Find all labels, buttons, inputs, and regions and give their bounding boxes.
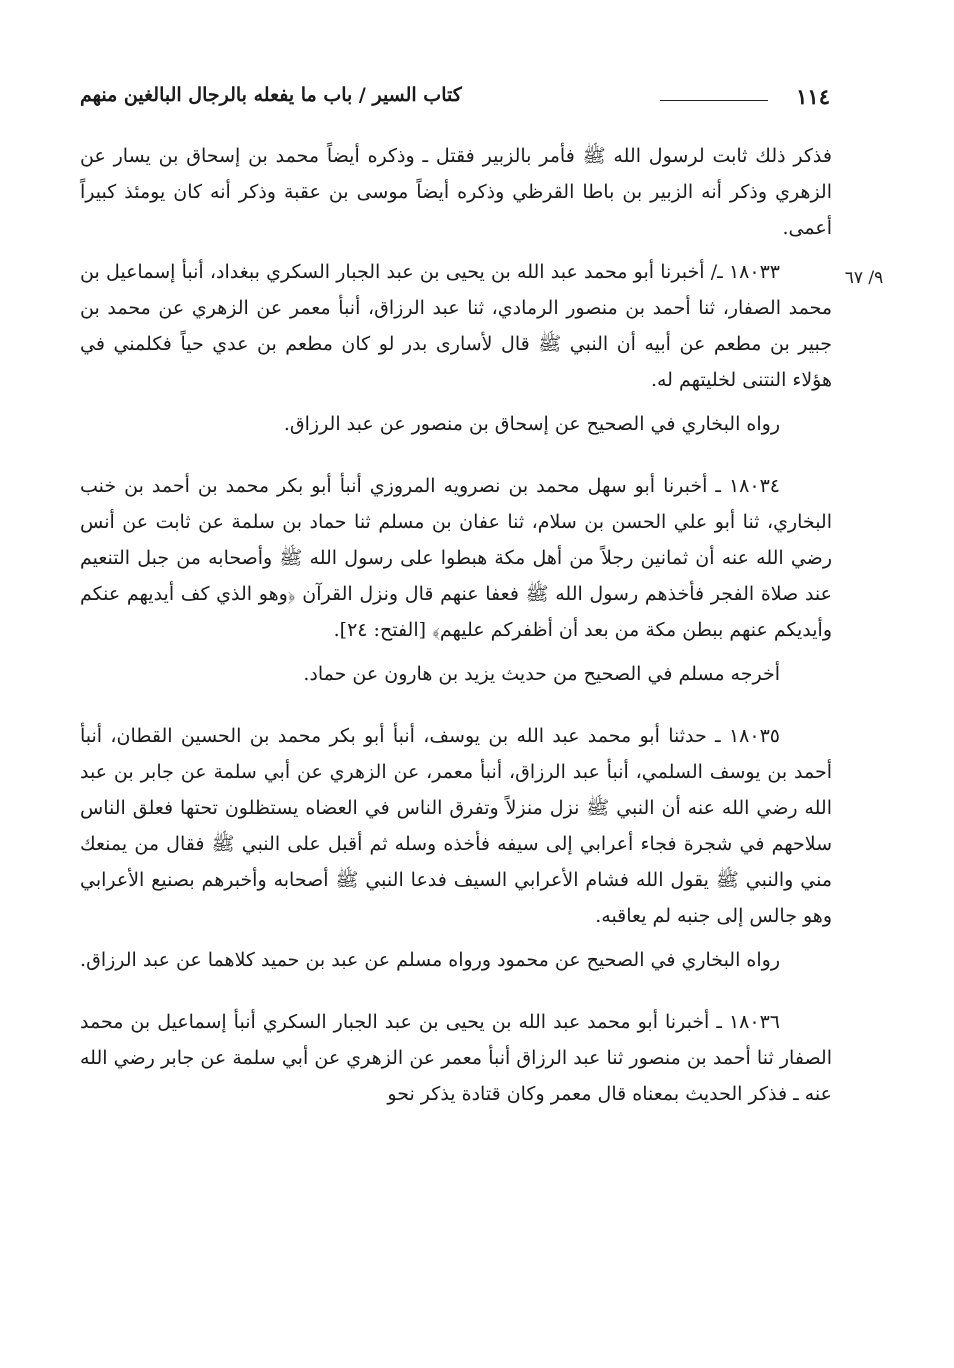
hadith-18035: ١٨٠٣٥ ـ حدثنا أبو محمد عبد الله بن يوسف، أنبأ أبو بكر محمد بن الحسين القطان، أنبأ أحمد بن يوسف السلمي، أنبأ عبد الرزاق، أنبأ معمر، عن الزهري عن أبي سلمة عن جابر بن عبد الله رضي الله عنه أن النبي ﷺ نزل منزلاً وتفرق الناس في العضاه يستظلون تحتها فعلق الناس سلاحهم في شجرة فجاء أعرابي إلى سيفه فأخذه وسله ثم أقبل على النبي ﷺ فقال من يمنعك مني والنبي ﷺ يقول الله فشام الأعرابي السيف فدعا النبي ﷺ أصحابه وأخبرهم بصنيع الأعرابي وهو جالس إلى جنبه لم يعاقبه.	[80, 725, 832, 927]
narration-note: رواه البخاري في الصحيح عن إسحاق بن منصور عن عبد الرزاق.	[283, 413, 780, 435]
hadith-18034: ١٨٠٣٤ ـ أخبرنا أبو سهل محمد بن نصرويه المروزي أنبأ أبو بكر محمد بن أحمد بن خنب البخاري، ثنا أبو علي الحسن بن سلام، ثنا عفان بن مسلم ثنا حماد بن سلمة عن ثابت عن أنس رضي الله عنه أن ثمانين رجلاً من أهل مكة هبطوا على رسول الله ﷺ وأصحابه من جبل التنعيم عند صلاة الفجر فأخذهم رسول الله ﷺ فعفا عنهم قال ونزل القرآن ﴿وهو الذي كف أيديهم عنكم وأيديكم عنهم ببطن مكة من بعد أن أظفركم عليهم﴾ [الفتح: ٢٤].	[80, 475, 832, 641]
page-number: ١١٤	[796, 84, 830, 109]
main-text	[80, 138, 832, 1112]
page-header	[80, 84, 830, 120]
header-rule	[660, 100, 768, 101]
narration-note: أخرجه مسلم في الصحيح من حديث يزيد بن هارون عن حماد.	[303, 663, 780, 685]
narration-note: رواه البخاري في الصحيح عن محمود ورواه مسلم عن عبد بن حميد كلاهما عن عبد الرزاق.	[80, 949, 780, 971]
hadith-18036: ١٨٠٣٦ ـ أخبرنا أبو محمد عبد الله بن يحيى بن عبد الجبار السكري أنبأ إسماعيل بن محمد الصفار ثنا أحمد بن منصور ثنا عبد الرزاق أنبأ معمر عن الزهري عن أبي سلمة عن جابر رضي الله عنه ـ فذكر الحديث بمعناه قال معمر وكان قتادة يذكر نحو	[80, 1011, 832, 1105]
hadith-18033: ١٨٠٣٣ ـ/ أخبرنا أبو محمد عبد الله بن يحيى بن عبد الجبار السكري ببغداد، أنبأ إسماعيل بن محمد الصفار، ثنا أحمد بن منصور الرمادي، ثنا عبد الرزاق، أنبأ معمر عن الزهري عن محمد بن جبير بن مطعم عن أبيه أن النبي ﷺ قال لأسارى بدر لو كان مطعم بن عدي حياً فكلمني في هؤلاء النتنى لخليتهم له.	[80, 261, 832, 391]
running-title: كتاب السير / باب ما يفعله بالرجال البالغين منهم	[80, 84, 462, 106]
margin-reference: ٩/ ٦٧	[844, 268, 884, 288]
paragraph-continuation: فذكر ذلك ثابت لرسول الله ﷺ فأمر بالزبير فقتل ـ وذكره أيضاً محمد بن إسحاق بن يسار عن الزهري وذكر أنه الزبير بن باطا القرظي وذكره أيضاً موسى بن عقبة وذكر أنه كان يومئذ كبيراً أعمى.	[80, 145, 832, 239]
